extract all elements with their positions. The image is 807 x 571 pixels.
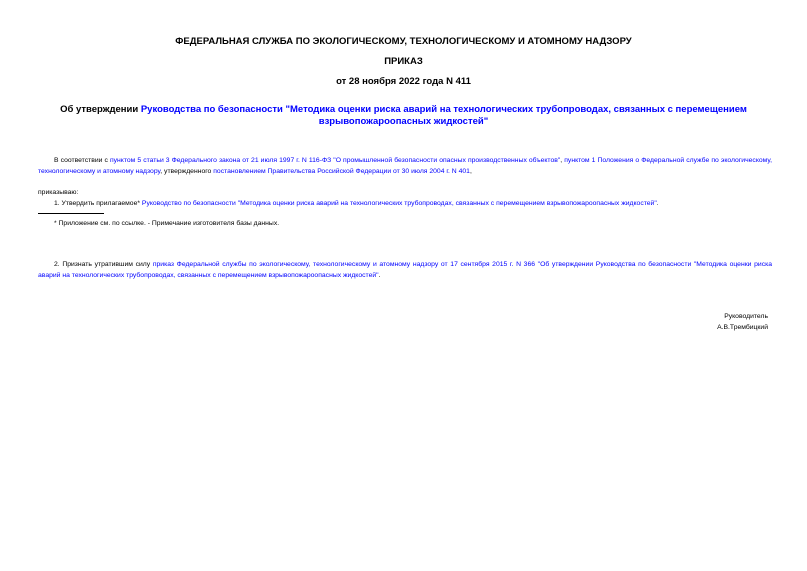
item-1-text-1: 1. Утвердить прилагаемое* bbox=[54, 200, 142, 207]
preamble-text-4: , bbox=[469, 168, 472, 175]
guide-link[interactable]: Руководство по безопасности "Методика оценки риска аварий на технологических трубопроводах, связанных с перемещением взрывопожароопасных жидкостей" bbox=[141, 200, 657, 207]
government-decree-link[interactable]: постановлением Правительства Российской Федерации от 30 июля 2004 г. N 401 bbox=[213, 168, 470, 175]
signature-name: А.В.Трембицкий bbox=[717, 324, 768, 331]
item-2-text-1: 2. Признать утратившим силу bbox=[54, 261, 153, 268]
title-prefix: Об утверждении bbox=[60, 104, 141, 115]
repealed-order-link[interactable]: приказ Федеральной службы по экологическому, технологическому и атомному надзору от 17 сентября 2015 г. N 366 "Об утверждении Руководства по безопасности "Методика оценки риска аварий на технологических трубопроводах, связанных с перемещением взрывопожароопасных жидкостей" bbox=[38, 261, 773, 279]
doc-type-heading: ПРИКАЗ bbox=[384, 56, 423, 67]
federal-law-link[interactable]: пунктом 5 статьи 3 Федерального закона от 21 июля 1997 г. N 116-ФЗ "О промышленной безопасности опасных производственных объектов" bbox=[109, 157, 561, 164]
title-link[interactable]: Руководства по безопасности "Методика оценки риска аварий на технологических трубопроводах, связанных с перемещением взрывопожароопасных жидкостей" bbox=[140, 104, 747, 127]
footnote-text: * Приложение см. по ссылке. - Примечание изготовителя базы данных. bbox=[54, 220, 280, 227]
order-word: приказываю: bbox=[38, 189, 79, 196]
signature-position: Руководитель bbox=[724, 313, 768, 320]
preamble-text-1: В соответствии с bbox=[54, 157, 110, 164]
item-1-paragraph bbox=[38, 198, 772, 209]
regulation-link[interactable]: пунктом 1 Положения о Федеральной службе по экологическому, технологическому и атомному надзору bbox=[38, 157, 772, 175]
item-2-paragraph bbox=[38, 259, 772, 281]
document-title bbox=[60, 104, 747, 127]
footnote-divider bbox=[38, 213, 104, 214]
preamble-paragraph bbox=[38, 155, 772, 177]
date-number-heading: от 28 ноября 2022 года N 411 bbox=[336, 76, 471, 87]
preamble-text-3: , утвержденного bbox=[160, 168, 214, 175]
preamble-text-2: , bbox=[560, 157, 565, 164]
agency-heading: ФЕДЕРАЛЬНАЯ СЛУЖБА ПО ЭКОЛОГИЧЕСКОМУ, ТЕХНОЛОГИЧЕСКОМУ И АТОМНОМУ НАДЗОРУ bbox=[175, 36, 632, 47]
item-2-text-2: . bbox=[378, 272, 381, 279]
item-1-text-2: . bbox=[656, 200, 659, 207]
